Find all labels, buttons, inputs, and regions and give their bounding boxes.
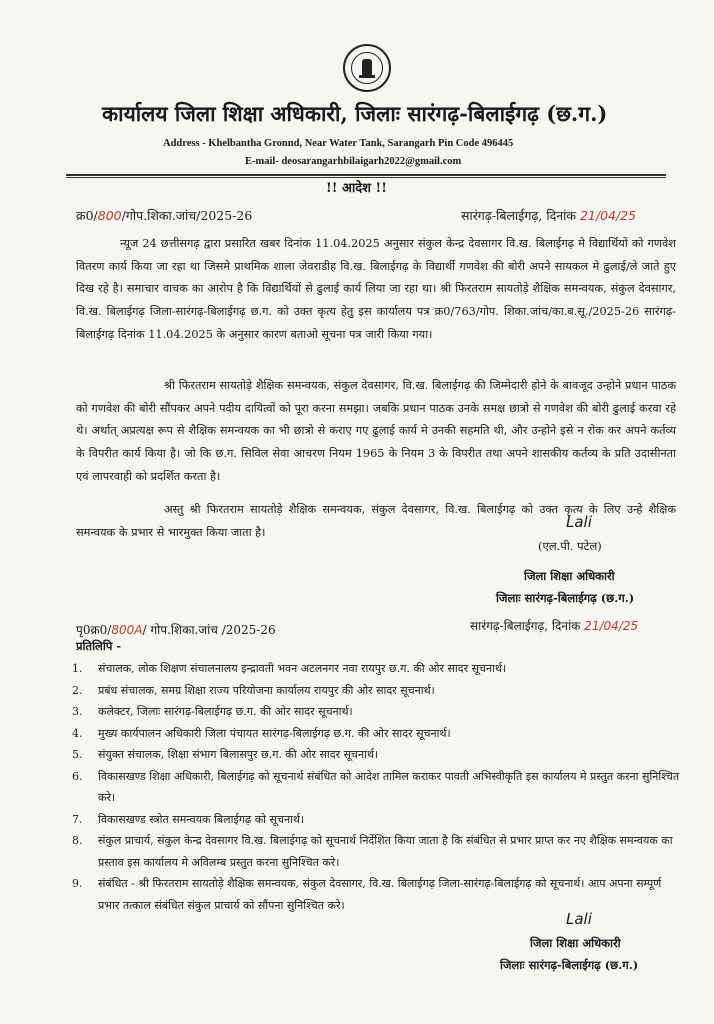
government-emblem-logo [343, 44, 391, 92]
signatory-district-2: जिलाः सारंगढ़-बिलाईगढ़ (छ.ग.) [500, 958, 639, 972]
list-item: 8. संकुल प्राचार्य, संकुल केन्द्र देवसागर वि.ख. बिलाईगढ़ को सूचनार्थ निर्देशित किया जाता है कि संबंधित से प्रभार प्राप्त कर नए शैक्षिक समन्वयक का प्रस्ताव इस कार्यालय मे अविलम्ब प्रस्तुत करना सुनिश्चित करे। [72, 834, 673, 869]
endorsement-reference [76, 624, 276, 636]
list-item: 6. विकासखण्ड शिक्षा अधिकारी, बिलाईगढ़ को सूचनार्थ संबंधित को आदेश तामिल कराकर पावती अभिस्वीकृति इस कार्यालय मे प्रस्तुत करना सुनिश्चित करे। [72, 769, 680, 804]
order-heading: !! आदेश !! [326, 181, 387, 196]
list-item: 2. प्रबंध संचालक, समग्र शिक्षा राज्य परियोजना कार्यालय रायपुर की ओर सादर सूचनार्थ। [72, 683, 435, 697]
order-place-date [461, 210, 636, 223]
header-divider-thin [66, 177, 666, 178]
office-title: कार्यालय जिला शिक्षा अधिकारी, जिलाः सारंगढ़-बिलाईगढ़ (छ.ग.) [102, 101, 608, 126]
endorse-number-handwritten: 800A [111, 623, 143, 637]
header-divider [66, 174, 666, 176]
list-item: 3. कलेक्टर, जिलाः सारंगढ़-बिलाईगढ़ छ.ग. की ओर सादर सूचनार्थ। [72, 705, 353, 718]
signatory-designation-2: जिला शिक्षा अधिकारी [530, 936, 621, 950]
list-item: 1. संचालक, लोक शिक्षण संचालनालय इन्द्रावती भवन अटलनगर नवा रायपुर छ.ग. की ओर सादर सूचनार्थ। [72, 662, 507, 675]
order-reference [76, 210, 252, 223]
signature-2: Lali [566, 910, 592, 928]
ref-number-handwritten: 800 [97, 208, 122, 223]
signatory-name: (एल.पी. पटेल) [538, 539, 602, 553]
place-date-label: सारंगढ़-बिलाईगढ़, दिनांक [461, 208, 576, 223]
endorse-prefix: पृ0क्र0/ [76, 623, 112, 637]
office-address: Address - Khelbantha Gronnd, Near Water Tank, Sarangarh Pin Code 496445 [163, 138, 514, 149]
list-item: 4. मुख्य कार्यपालन अधिकारी जिला पंचायत सारंगढ़-बिलाईगढ़ छ.ग. की ओर सादर सूचनार्थ। [72, 726, 451, 740]
list-item: 5. संयुक्त संचालक, शिक्षा संभाग बिलासपुर छ.ग. की ओर सादर सूचनार्थ। [72, 748, 379, 761]
ref-suffix: /गोप.शिका.जांच/2025-26 [121, 208, 253, 223]
body-paragraph-3: अस्तु श्री फिरतराम सायतोड़े शैक्षिक समन्वयक, संकुल देवसागर, वि.ख. बिलाईगढ़ को उक्त कृत्य के लिए उन्हे शैक्षिक समन्वयक के प्रभार से भारमुक्त किया जाता है। [76, 503, 676, 539]
date-handwritten: 21/04/25 [579, 208, 637, 223]
endorse-date-label: सारंगढ़-बिलाईगढ़, दिनांक [470, 619, 581, 633]
list-item: 7. विकासखण्ड स्त्रोत समन्वयक बिलाईगढ़ को सूचनार्थ। [72, 812, 305, 826]
body-paragraph-2: श्री फिरतराम सायतोड़े शैक्षिक समन्वयक, संकुल देवसागर, वि.ख. बिलाईगढ़ की जिम्मेदारी होने के बावजूद उन्होने प्रधान पाठक को गणवेश की बोरी सौंपकर अपने पदीय दायित्वों को पूरा करना समझा। जबकि प्रधान पाठक उनके समक्ष छात्रो से गणवेश की बोरी ढुलाई करवा रहे थे। अर्थात् अप्रत्यक्ष रूप से शैक्षिक समन्वयक का भी छात्रो से कराए गए ढुलाई कार्य मे उनकी सहमति थी, और उन्होने इसे न रोक कर अपने कर्तव्य के विपरीत कार्य किया है। जो कि छ.ग. सिविल सेवा आचरण नियम 1965 के नियम 3 के विपरीत तथा अपने शासकीय कर्तव्य के प्रति उदासीनता एवं लापरवाही को प्रदर्शित करता है। [76, 379, 676, 483]
copy-label: प्रतिलिपि - [76, 639, 122, 653]
office-email: E-mail- deosarangarhbilaigarh2022@gmail.com [245, 156, 462, 167]
signatory-designation-1: जिला शिक्षा अधिकारी [524, 569, 615, 583]
signatory-district-1: जिलाः सारंगढ़-बिलाईगढ़ (छ.ग.) [496, 591, 635, 605]
copy-list [72, 658, 682, 916]
list-item: 9. संबंधित - श्री फिरतराम सायतोड़े शैक्षिक समन्वयक, संकुल देवसागर, वि.ख. बिलाईगढ़ जिला-सारंगढ़-बिलाईगढ़ को सूचनार्थ। आप अपना सम्पूर्ण प्रभार तत्काल संबंधित संकुल प्राचार्य को सौंपना सुनिश्चित करे। [72, 877, 662, 912]
endorsement-place-date [470, 620, 638, 632]
body-paragraph-1: न्यूज 24 छत्तीसगढ़ द्वारा प्रसारित खबर दिनांक 11.04.2025 अनुसार संकुल केन्द्र देवसागर वि.ख. बिलाईगढ़ मे विद्यार्थियों को गणवेश वितरण कार्य किया जा रहा था जिसमे प्राथमिक शाला जेवराडीह वि.ख. बिलाईगढ़ के विद्यार्थी गणवेश की बोरी अपने सायकल मे ढुलाई/ले जाते हुए दिख रहे है। समाचार वाचक का आरोप है कि विद्यार्थियों से ढुलाई कार्य लिया जा रहा था। श्री फिरतराम सायतोड़े शैक्षिक समन्वयक, संकुल देवसागर, वि.ख. बिलाईगढ़ जिला-सारंगढ़-बिलाईगढ़ छ.ग. को उक्त कृत्य हेतु इस कार्यालय पत्र क्र0/763/गोप. शिका.जांच/का.ब.सू./2025-26 सारंगढ़-बिलाईगढ़ दिनांक 11.04.2025 के अनुसार कारण बताओ सूचना पत्र जारी किया गया। [76, 237, 676, 341]
endorse-date-handwritten: 21/04/25 [584, 619, 639, 633]
signature-1: Lali [566, 513, 592, 531]
ref-prefix: क्र0/ [76, 208, 98, 223]
endorse-suffix: / गोप.शिका.जांच /2025-26 [142, 623, 276, 637]
